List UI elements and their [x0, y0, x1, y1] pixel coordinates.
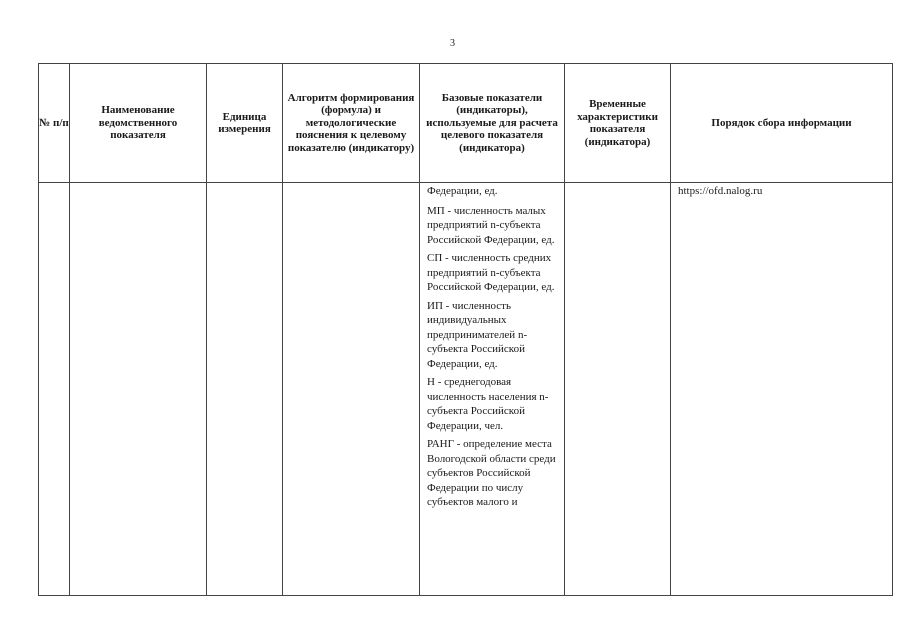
- cell-indicator-name: [70, 183, 207, 596]
- header-time-characteristics: Временные характеристики показателя (индикатора): [565, 64, 671, 183]
- cell-number: [39, 183, 70, 596]
- cell-collection-procedure: [671, 183, 893, 596]
- base-indicator-entry: ИП - численность индивидуальных предпринимателей n-субъекта Российской Федерации, ед.: [427, 299, 528, 370]
- header-number: № п/п: [39, 64, 70, 183]
- base-indicator-entry: СП - численность средних предприятий n-субъекта Российской Федерации, ед.: [427, 252, 555, 293]
- header-base-indicators: Базовые показатели (индикаторы), используемые для расчета целевого показателя (индикатора): [420, 64, 565, 183]
- header-algorithm: Алгоритм формирования (формула) и методологические пояснения к целевому показателю (индикатору): [283, 64, 420, 183]
- cell-algorithm: [283, 183, 420, 596]
- table-row: [39, 183, 893, 596]
- header-collection-procedure: Порядок сбора информации: [671, 64, 893, 183]
- base-indicator-entry: МП - численность малых предприятий n-субъекта Российской Федерации, ед.: [427, 204, 555, 246]
- indicator-table: [38, 63, 893, 596]
- header-unit: Единица измерения: [207, 64, 283, 183]
- page-number: 3: [450, 38, 455, 49]
- base-indicator-entry: Федерации, ед.: [427, 185, 498, 197]
- base-indicator-entry: РАНГ - определение места Вологодской области среди субъектов Российской Федерации по числу субъектов малого и: [427, 438, 556, 508]
- cell-time-characteristics: [565, 183, 671, 596]
- base-indicator-entry: Н - среднегодовая численность населения n-субъекта Российской Федерации, чел.: [427, 376, 549, 432]
- header-indicator-name: Наименование ведомственного показателя: [70, 64, 207, 183]
- source-url-link[interactable]: https://ofd.nalog.ru: [678, 185, 763, 197]
- cell-base-indicators: [420, 183, 565, 596]
- cell-unit: [207, 183, 283, 596]
- table-header-row: [39, 64, 893, 183]
